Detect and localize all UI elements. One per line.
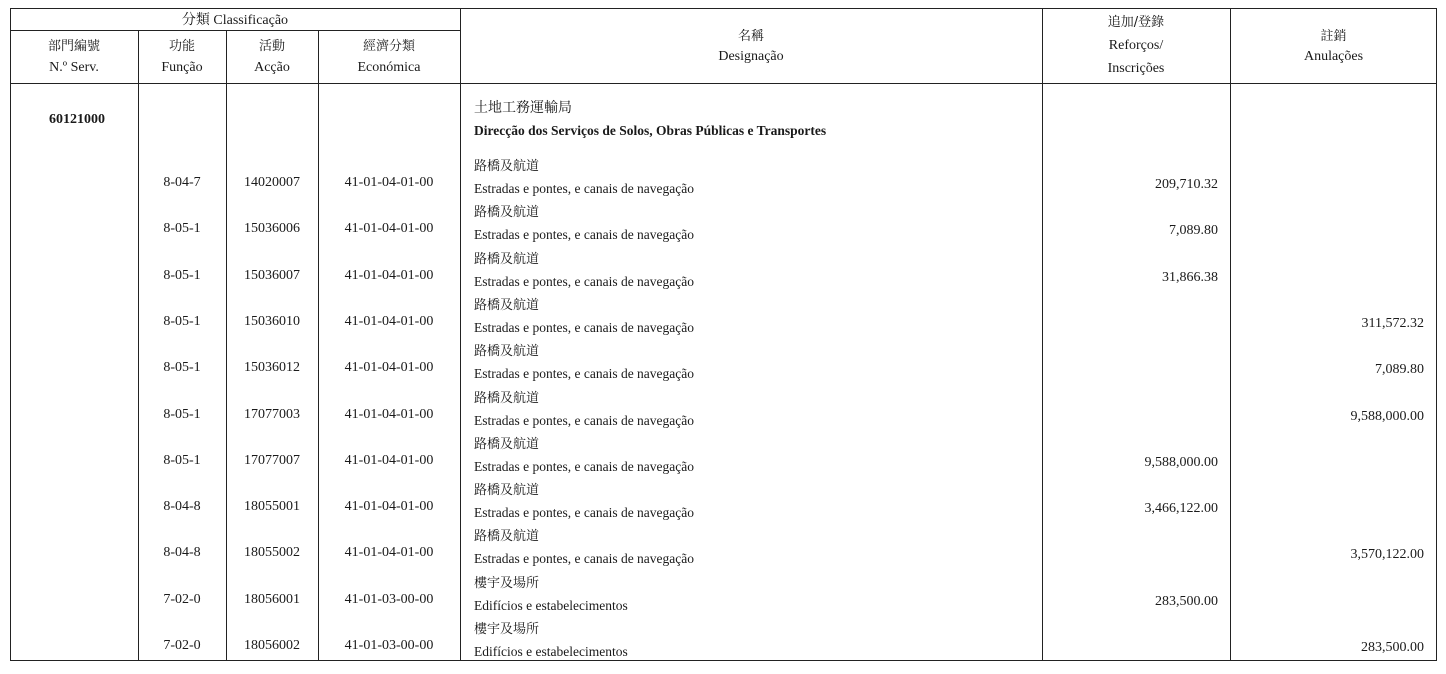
header-dept-pt: N.º Serv. bbox=[49, 60, 99, 75]
row-reinforcement: 31,866.38 bbox=[1162, 269, 1218, 285]
row-annulment: 311,572.32 bbox=[1361, 315, 1424, 331]
row-economic: 41-01-03-00-00 bbox=[344, 591, 434, 607]
row-reinforcement: 9,588,000.00 bbox=[1144, 454, 1218, 470]
header-bottom-rule bbox=[10, 83, 1437, 84]
row-description-zh: 路橋及航道 bbox=[474, 205, 540, 221]
row-annulment: 3,570,122.00 bbox=[1350, 547, 1424, 563]
row-function: 7-02-0 bbox=[163, 591, 201, 607]
row-economic: 41-01-04-01-00 bbox=[344, 267, 434, 283]
row-reinforcement: 283,500.00 bbox=[1155, 593, 1218, 609]
row-action: 17077003 bbox=[244, 406, 300, 422]
department-name-zh: 土地工務運輸局 bbox=[474, 100, 572, 116]
row-economic: 41-01-04-01-00 bbox=[344, 499, 434, 515]
row-function: 8-05-1 bbox=[163, 267, 201, 283]
row-action: 18055002 bbox=[244, 545, 300, 561]
header-dept-zh: 部門編號 bbox=[47, 39, 100, 54]
row-reinforcement: 7,089.80 bbox=[1169, 223, 1218, 239]
row-economic: 41-01-04-01-00 bbox=[344, 360, 434, 376]
row-description-zh: 路橋及航道 bbox=[474, 390, 540, 406]
row-economic: 41-01-03-00-00 bbox=[344, 638, 434, 653]
row-action: 15036006 bbox=[244, 221, 300, 237]
header-func-zh: 功能 bbox=[168, 39, 195, 54]
header-reinforcements-zh: 追加/登錄 bbox=[1107, 15, 1165, 30]
row-function: 8-04-7 bbox=[163, 175, 201, 190]
row-economic: 41-01-04-01-00 bbox=[344, 406, 434, 422]
row-function: 8-05-1 bbox=[163, 452, 201, 468]
row-economic: 41-01-04-01-00 bbox=[344, 545, 434, 561]
row-description-zh: 路橋及航道 bbox=[474, 344, 540, 360]
col-rule-2 bbox=[226, 30, 227, 661]
row-function: 8-05-1 bbox=[163, 221, 201, 237]
row-annulment: 283,500.00 bbox=[1361, 640, 1424, 655]
header-econ-zh: 經濟分類 bbox=[362, 39, 415, 54]
row-description-zh: 路橋及航道 bbox=[474, 251, 540, 267]
row-description-pt: Estradas e pontes, e canais de navegação bbox=[474, 366, 695, 382]
row-description-pt: Estradas e pontes, e canais de navegação bbox=[474, 458, 695, 474]
row-function: 8-04-8 bbox=[163, 499, 201, 515]
row-description-pt: Estradas e pontes, e canais de navegação bbox=[474, 412, 695, 428]
row-action: 18056002 bbox=[244, 638, 300, 653]
header-annulments-pt: Anulações bbox=[1303, 49, 1364, 64]
row-action: 17077007 bbox=[244, 452, 300, 468]
row-description-zh: 樓宇及場所 bbox=[474, 575, 540, 591]
header-reinforcements-pt2: Inscrições bbox=[1107, 61, 1165, 76]
col-rule-1 bbox=[138, 30, 139, 661]
row-description-zh: 路橋及航道 bbox=[474, 297, 540, 313]
col-rule-3 bbox=[318, 30, 319, 661]
row-description-pt: Estradas e pontes, e canais de navegação bbox=[474, 227, 695, 243]
header-designation-zh: 名稱 bbox=[737, 29, 764, 44]
row-annulment: 9,588,000.00 bbox=[1350, 408, 1424, 424]
header-designation-pt: Designação bbox=[718, 49, 784, 64]
department-name-pt: Direcção dos Serviços de Solos, Obras Públicas e Transportes bbox=[474, 123, 827, 138]
row-description-pt: Edifícios e estabelecimentos bbox=[474, 644, 628, 659]
header-func-pt: Função bbox=[161, 60, 203, 75]
row-function: 7-02-0 bbox=[163, 638, 201, 653]
header-divider-classification bbox=[10, 30, 460, 31]
row-description-pt: Estradas e pontes, e canais de navegação bbox=[474, 273, 695, 289]
row-function: 8-05-1 bbox=[163, 360, 201, 376]
col-rule-4 bbox=[460, 8, 461, 661]
row-action: 18055001 bbox=[244, 499, 300, 515]
row-description-pt: Estradas e pontes, e canais de navegação bbox=[474, 319, 695, 335]
header-reinforcements-pt1: Reforços/ bbox=[1108, 38, 1164, 53]
header-annulments-zh: 註銷 bbox=[1320, 29, 1347, 44]
row-action: 18056001 bbox=[244, 591, 300, 607]
row-description-pt: Estradas e pontes, e canais de navegação bbox=[474, 551, 695, 567]
row-description-zh: 路橋及航道 bbox=[474, 436, 540, 452]
header-classification: 分類 Classificação bbox=[181, 13, 289, 28]
row-function: 8-04-8 bbox=[163, 545, 201, 561]
row-annulment: 7,089.80 bbox=[1375, 362, 1424, 378]
header-econ-pt: Económica bbox=[357, 60, 421, 75]
row-description-pt: Estradas e pontes, e canais de navegação bbox=[474, 181, 695, 196]
budget-table bbox=[10, 8, 1437, 661]
row-action: 14020007 bbox=[244, 175, 300, 190]
row-function: 8-05-1 bbox=[163, 313, 201, 329]
row-action: 15036007 bbox=[244, 267, 300, 283]
row-action: 15036012 bbox=[244, 360, 300, 376]
row-description-pt: Estradas e pontes, e canais de navegação bbox=[474, 505, 695, 521]
department-code: 60121000 bbox=[49, 112, 105, 127]
row-action: 15036010 bbox=[244, 313, 300, 329]
row-economic: 41-01-04-01-00 bbox=[344, 221, 434, 237]
row-reinforcement: 3,466,122.00 bbox=[1144, 501, 1218, 517]
row-economic: 41-01-04-01-00 bbox=[344, 313, 434, 329]
row-economic: 41-01-04-01-00 bbox=[344, 452, 434, 468]
row-description-zh: 路橋及航道 bbox=[474, 529, 540, 545]
row-description-zh: 樓宇及場所 bbox=[474, 622, 540, 637]
row-function: 8-05-1 bbox=[163, 406, 201, 422]
row-description-zh: 路橋及航道 bbox=[474, 483, 540, 499]
row-reinforcement: 209,710.32 bbox=[1155, 177, 1218, 192]
col-rule-5 bbox=[1042, 8, 1043, 661]
col-rule-6 bbox=[1230, 8, 1231, 661]
row-description-zh: 路橋及航道 bbox=[474, 159, 540, 174]
header-action-pt: Acção bbox=[254, 60, 290, 75]
header-action-zh: 活動 bbox=[258, 39, 285, 54]
row-description-pt: Edifícios e estabelecimentos bbox=[474, 597, 628, 613]
row-economic: 41-01-04-01-00 bbox=[344, 175, 434, 190]
